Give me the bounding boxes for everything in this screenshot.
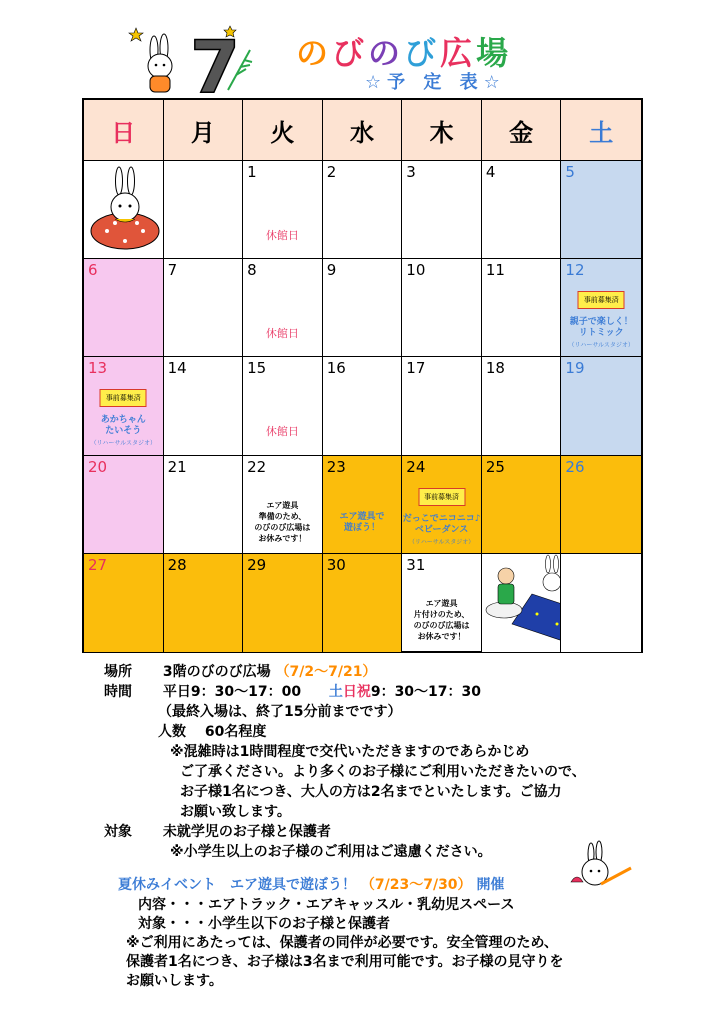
closure-note: エア遊具 <box>266 500 299 510</box>
closed-label: 休館日 <box>265 327 299 341</box>
pre-registration-badge: 事前募集済 <box>418 488 465 506</box>
calendar-day <box>243 456 323 554</box>
time-weekday: 平日9：30～17：00 <box>162 684 302 700</box>
event-title: ベビーダンス <box>414 524 469 535</box>
calendar-day <box>84 161 164 259</box>
calendar-day <box>402 161 482 259</box>
day-number: 16 <box>326 359 346 378</box>
page-subtitle: ☆予 定 表☆ <box>365 72 506 93</box>
summer-event-line: 内容・・・エアトラック・エアキャッスル・乳幼児スペース <box>138 897 515 913</box>
day-number: 20 <box>88 457 108 476</box>
day-number: 12 <box>565 261 585 280</box>
calendar-day <box>561 357 641 455</box>
pre-registration-badge: 事前募集済 <box>578 291 625 309</box>
calendar-day <box>323 259 403 357</box>
day-number: 10 <box>406 261 426 280</box>
place-label: 場所 <box>104 664 132 680</box>
calendar-day <box>243 161 323 259</box>
calendar-day <box>402 456 482 554</box>
time-row <box>104 682 586 702</box>
day-number: 14 <box>167 359 187 378</box>
calendar-day <box>561 259 641 357</box>
day-number: 21 <box>167 457 187 476</box>
place-row <box>104 662 586 682</box>
event-title: あかちゃん <box>100 415 146 426</box>
summer-event-line: 保護者1名につき、お子様は3名まで利用可能です。お子様の見守りを <box>126 954 564 970</box>
calendar-day <box>164 357 244 455</box>
title-char: び <box>404 34 441 72</box>
calendar-day <box>164 554 244 652</box>
closure-note: エア遊具 <box>425 598 458 608</box>
capacity: 人数 60名程度 <box>158 724 267 740</box>
event-title: 親子で楽しく！ <box>569 317 633 328</box>
place-period: （7/2～7/21） <box>275 664 377 680</box>
day-number: 25 <box>485 457 505 476</box>
day-number: 28 <box>167 555 187 574</box>
calendar-day <box>164 161 244 259</box>
event-title: リトミック <box>578 328 624 339</box>
calendar-day <box>561 456 641 554</box>
day-number: 8 <box>247 261 257 280</box>
closure-note: お休みです！ <box>417 631 466 641</box>
calendar-day <box>164 259 244 357</box>
day-number: 2 <box>326 163 337 181</box>
weekday-label: 火 <box>243 100 323 160</box>
day-number: 24 <box>406 457 426 476</box>
weekday-label: 日 <box>84 100 164 160</box>
calendar-day <box>243 554 323 652</box>
calendar-day <box>323 456 403 554</box>
closure-note: 準備のため、 <box>258 511 307 521</box>
closed-label: 休館日 <box>265 229 299 242</box>
time-sunday-holiday: 日祝 <box>342 684 371 700</box>
closure-note: のびのび広場は <box>254 522 311 532</box>
title-char: 広 <box>440 34 477 72</box>
event-title: たいそう <box>105 426 142 437</box>
day-number: 26 <box>565 457 585 476</box>
day-number: 13 <box>88 359 108 378</box>
event-location: （リハーサルスタジオ） <box>408 538 475 546</box>
calendar-day <box>243 259 323 357</box>
weekday-label: 水 <box>323 100 403 160</box>
closure-note: お休みです！ <box>258 533 307 543</box>
weekday-label: 木 <box>402 100 482 160</box>
weekday-label: 月 <box>164 100 244 160</box>
day-number: 22 <box>247 457 267 476</box>
calendar-day <box>561 161 641 259</box>
day-number: 11 <box>485 261 505 280</box>
title-char: の <box>368 34 405 72</box>
calendar-day <box>402 259 482 357</box>
calendar-day <box>84 357 164 455</box>
time-saturday: 土 <box>328 684 343 700</box>
calendar-day <box>84 456 164 554</box>
day-number: 3 <box>406 163 416 181</box>
day-number: 1 <box>247 163 257 181</box>
time-label: 時間 <box>104 684 132 700</box>
day-number: 15 <box>247 359 267 378</box>
weekday-header <box>84 100 641 161</box>
calendar-day <box>323 554 403 652</box>
summer-event-line: ※ご利用にあたっては、保護者の同伴が必要です。安全管理のため、 <box>126 935 558 951</box>
calendar-day <box>323 357 403 455</box>
target-row <box>104 822 586 842</box>
weekday-label: 金 <box>482 100 562 160</box>
calendar-day <box>482 259 562 357</box>
day-number: 7 <box>167 261 178 280</box>
rabbit-on-cushion-illustration <box>85 161 163 255</box>
calendar-day <box>164 456 244 554</box>
crowd-note-line: ※混雑時は1時間程度で交代いただきますのであらかじめ <box>170 744 530 760</box>
title-char: び <box>332 34 369 72</box>
info-section <box>104 662 586 862</box>
closure-note: 片付けのため、 <box>413 609 470 619</box>
calendar-day <box>482 161 562 259</box>
event-title: 遊ぼう！ <box>343 522 380 533</box>
summer-event-line: 対象・・・小学生以下のお子様と保護者 <box>138 916 390 932</box>
crowd-note-line: お子様1名につき、大人の方は2名までといたします。ご協力 <box>180 784 562 800</box>
target-value: 未就学児のお子様と保護者 <box>162 824 331 840</box>
tanabata-illustration <box>482 554 562 648</box>
day-number: 5 <box>565 163 575 181</box>
crowd-note <box>104 742 586 822</box>
day-number: 6 <box>88 261 98 280</box>
calendar <box>82 98 643 653</box>
last-entry: （最終入場は、終了15分前までです） <box>158 704 402 720</box>
calendar-day <box>243 357 323 455</box>
calendar-day <box>482 357 562 455</box>
header-illustration <box>128 20 258 96</box>
summer-event-heading <box>118 876 504 894</box>
calendar-day <box>84 554 164 652</box>
svg-text:7: 7 <box>190 25 241 96</box>
calendar-day <box>561 554 641 652</box>
summer-event-period: （7/23～7/30） <box>360 877 472 893</box>
day-number: 18 <box>485 359 505 378</box>
time-holiday-hours: 9：30～17：30 <box>370 684 482 700</box>
day-number: 27 <box>88 555 108 574</box>
day-number: 4 <box>485 163 496 181</box>
calendar-day <box>482 456 562 554</box>
summer-event-details <box>118 896 564 991</box>
event-title: だっこでニコニコ♪ <box>402 513 481 524</box>
day-number: 30 <box>326 555 346 574</box>
weekday-label: 土 <box>589 118 614 147</box>
day-number: 29 <box>247 555 267 574</box>
day-number: 17 <box>406 359 426 378</box>
closure-note: のびのび広場は <box>413 620 470 630</box>
summer-event-line: お願いします。 <box>126 973 223 989</box>
day-number: 31 <box>406 555 426 574</box>
event-location: （リハーサルスタジオ） <box>568 342 634 350</box>
crowd-note-line: ご了承ください。より多くのお子様にご利用いただきたいので、 <box>180 764 586 780</box>
target-note: ※小学生以上のお子様のご利用はご遠慮ください。 <box>170 844 492 860</box>
calendar-day <box>402 357 482 455</box>
calendar-day <box>402 554 482 652</box>
day-number: 23 <box>326 457 346 476</box>
day-number: 19 <box>565 359 585 378</box>
rabbit-illustration <box>565 838 637 900</box>
calendar-day <box>323 161 403 259</box>
summer-event-title: 夏休みイベント エア遊具で遊ぼう！ <box>118 877 356 893</box>
day-number: 9 <box>326 261 337 280</box>
pre-registration-badge: 事前募集済 <box>100 389 147 407</box>
crowd-note-line: お願い致します。 <box>180 804 291 820</box>
event-location: （リハーサルスタジオ） <box>90 440 156 448</box>
calendar-day <box>84 259 164 357</box>
event-title: エア遊具で <box>339 511 385 522</box>
calendar-day <box>482 554 562 652</box>
title-char: 場 <box>476 34 513 72</box>
closed-label: 休館日 <box>265 425 299 439</box>
title-char: の <box>296 34 333 72</box>
target-label: 対象 <box>104 824 132 840</box>
calendar-grid <box>84 161 641 652</box>
place-value: 3階のびのび広場 <box>162 664 271 680</box>
summer-event-held: 開催 <box>476 877 505 893</box>
